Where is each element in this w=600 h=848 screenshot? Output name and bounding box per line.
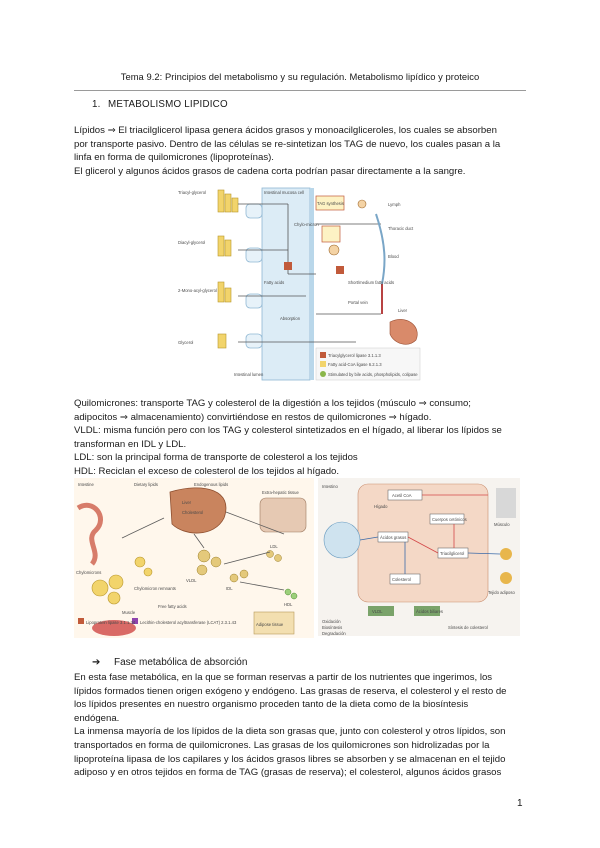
text-line: por transporte pasivo. Dentro de las células se re-sintetizan los TAG de nuevo, los cuales pasan a la xyxy=(74,138,501,150)
section-number: 1. xyxy=(92,99,101,110)
text-line: Lípidos ⇒ El triacilglicerol lipasa genera ácidos grasos y monoacilgliceroles, los cuales se absorben xyxy=(74,125,497,136)
intro-paragraph xyxy=(74,124,526,178)
fig2-legend-2: Lecithin-cholesterol acyltransferase (LCAT) 2.3.1.43 xyxy=(140,620,237,625)
fig1-label-diacyl: Diacyl-glycerol xyxy=(178,240,206,245)
fig1-label-portal-vein: Portal vein xyxy=(348,300,368,305)
fig2-legend-1: Lipoprotein lipase 3.1.1.34 xyxy=(86,620,136,625)
fig1-label-lymph: Lymph xyxy=(388,202,401,207)
fig1-label-liver: Liver xyxy=(398,308,408,313)
fig3-label-chol: Colesterol xyxy=(392,577,411,582)
text-line: los lípidos presentes en nuestro organismo proceden tanto de la dieta como de la biosíntesis xyxy=(74,699,469,711)
figure-lipoprotein-transport xyxy=(74,478,314,638)
fig2-label-muscle: Muscle xyxy=(122,610,136,615)
fig2-label-vldl: VLDL xyxy=(186,578,197,583)
fig2-label-adipose: Adipose tissue xyxy=(256,622,284,627)
text-line: endógena. xyxy=(74,712,120,724)
figure-intestinal-absorption xyxy=(176,184,424,384)
fig1-label-fatty-acids: Fatty acids xyxy=(264,280,285,285)
fig3-label-intestine: Intestino xyxy=(322,484,338,489)
text-line: linfa en forma de quilomicrones (lipoproteínas). xyxy=(74,152,274,164)
absorption-paragraph xyxy=(74,671,526,780)
fig1-label-thoracic-duct: Thoracic duct xyxy=(388,226,414,231)
text-line: transforman en IDL y LDL. xyxy=(74,438,187,450)
fig2-label-ldl: LDL xyxy=(270,544,278,549)
fig2-label-fatty-acids: Free fatty acids xyxy=(158,604,187,609)
fig2-label-endogenous: Endogenous lipids xyxy=(194,482,229,487)
text-line: La inmensa mayoría de los lípidos de la dieta son grasas que, junto con colesterol y otros lípidos, son xyxy=(74,726,506,738)
text-line: LDL: son la principal forma de transporte de colesterol a los tejidos xyxy=(74,452,358,464)
fig3-label-muscle: Músculo xyxy=(494,522,510,527)
fig1-label-lumen: Intestinal lumen xyxy=(234,372,264,377)
text-line: En esta fase metabólica, en la que se forman reservas a partir de los nutrientes que ingerimos, los xyxy=(74,672,493,683)
fig1-label-mucosa: Intestinal mucosa cell xyxy=(264,190,305,195)
fig1-label-monoacyl: 2-Mono-acyl-glycerol xyxy=(178,288,217,293)
fig1-legend-2: Fatty acid-CoA ligase 6.2.1.3 xyxy=(328,362,382,367)
fig1-label-short-fa: Short/medium fatty acids xyxy=(348,280,395,285)
fig3-label-liver: Hígado xyxy=(374,504,388,509)
text-line: lipoproteína lipasa de los capilares y los ácidos grasos libres se absorben y se almacenan en el tejido xyxy=(74,753,506,765)
fig2-label-hdl: HDL xyxy=(284,602,293,607)
text-line: adipocitos ⇒ almacenamiento) convirtiéndose en restos de quilomicrones ⇒ hígado. xyxy=(74,411,432,423)
section-heading xyxy=(92,99,228,110)
fig1-label-chylomicron: Chylo-micron xyxy=(294,222,319,227)
text-line: adiposo y en otros tejidos en forma de TAG (grasas de reserva); el colesterol, algunos ácidos grasos xyxy=(74,767,502,779)
lipoproteins-paragraph xyxy=(74,397,526,479)
text-line: Quilomicrones: transporte TAG y colesterol de la digestión a los tejidos (músculo ⇒ consumo; xyxy=(74,398,471,409)
fig2-label-dietary: Dietary lipids xyxy=(134,482,158,487)
fig3-legend-a: Oxidación xyxy=(322,619,341,624)
fig1-legend-3: Stimulated by bile acids, phospholipids, colipase xyxy=(328,372,418,377)
fig3-legend-d: Síntesis de colesterol xyxy=(448,625,488,630)
fig3-legend-c: Degradación xyxy=(322,631,346,636)
fig1-label-glycerol: Glycerol xyxy=(178,340,194,345)
fig2-label-cholesterol: Cholesterol xyxy=(182,510,204,515)
text-line: lípidos formados tienen origen exógeno y endógeno. Las grasas de reserva, el colesterol y el resto de xyxy=(74,685,507,697)
fig1-label-absorption: Absorption xyxy=(280,316,301,321)
fig2-label-idl: IDL xyxy=(226,586,233,591)
arrow-icon: ➔ xyxy=(92,657,101,668)
page-number: 1 xyxy=(517,798,523,809)
fig3-label-acetyl: Acetil CoA xyxy=(392,493,412,498)
fig3-label-adipose: Tejido adiposo xyxy=(488,590,515,595)
fig1-label-tag: Triacyl-glycerol xyxy=(178,190,206,195)
fig2-label-chylomicrons: Chylomicrons xyxy=(76,570,102,575)
text-line: El glicerol y algunos ácidos grasos de cadena corta podrían pasar directamente a la sangre. xyxy=(74,165,466,177)
text-line: VLDL: misma función pero con los TAG y colesterol sintetizados en el hígado, al liberar los lípidos se xyxy=(74,425,502,437)
fig3-legend-b: Biosíntesis xyxy=(322,625,343,630)
fig2-label-remnants: Chylomicron remnants xyxy=(134,586,176,591)
fig3-label-vldl: VLDL xyxy=(372,609,383,614)
page-header: Tema 9.2: Principios del metabolismo y su regulación. Metabolismo lipídico y proteico xyxy=(120,71,480,82)
text-line: HDL: Reciclan el exceso de colesterol de los tejidos al hígado. xyxy=(74,465,340,477)
fig3-label-tag: Triacilglicerol xyxy=(440,551,465,556)
section-title: METABOLISMO LIPIDICO xyxy=(108,99,228,110)
text-line: transportados en forma de quilomicrones. Las grasas de los quilomicrones son hidrolizadas por la xyxy=(74,739,490,751)
header-divider xyxy=(74,90,526,91)
fig1-legend-1: Triacylglycerol lipase 3.1.1.3 xyxy=(328,353,381,358)
phase-heading xyxy=(92,657,247,668)
phase-title: Fase metabólica de absorción xyxy=(114,657,248,668)
fig2-label-intestine: Intestine xyxy=(78,482,94,487)
fig1-label-blood: Blood xyxy=(388,254,399,259)
fig3-label-fa: Ácidos grasos xyxy=(380,535,407,540)
figure-metabolic-overview xyxy=(318,478,520,636)
fig2-label-extra: Extra-hepatic tissue xyxy=(262,490,299,495)
fig3-label-bile: Ácidos biliares xyxy=(416,609,443,614)
fig3-label-ketone: Cuerpos cetónicos xyxy=(432,517,467,522)
fig1-label-tag-synthesis: TAG synthesis xyxy=(317,201,344,206)
fig2-label-liver: Liver xyxy=(182,500,192,505)
